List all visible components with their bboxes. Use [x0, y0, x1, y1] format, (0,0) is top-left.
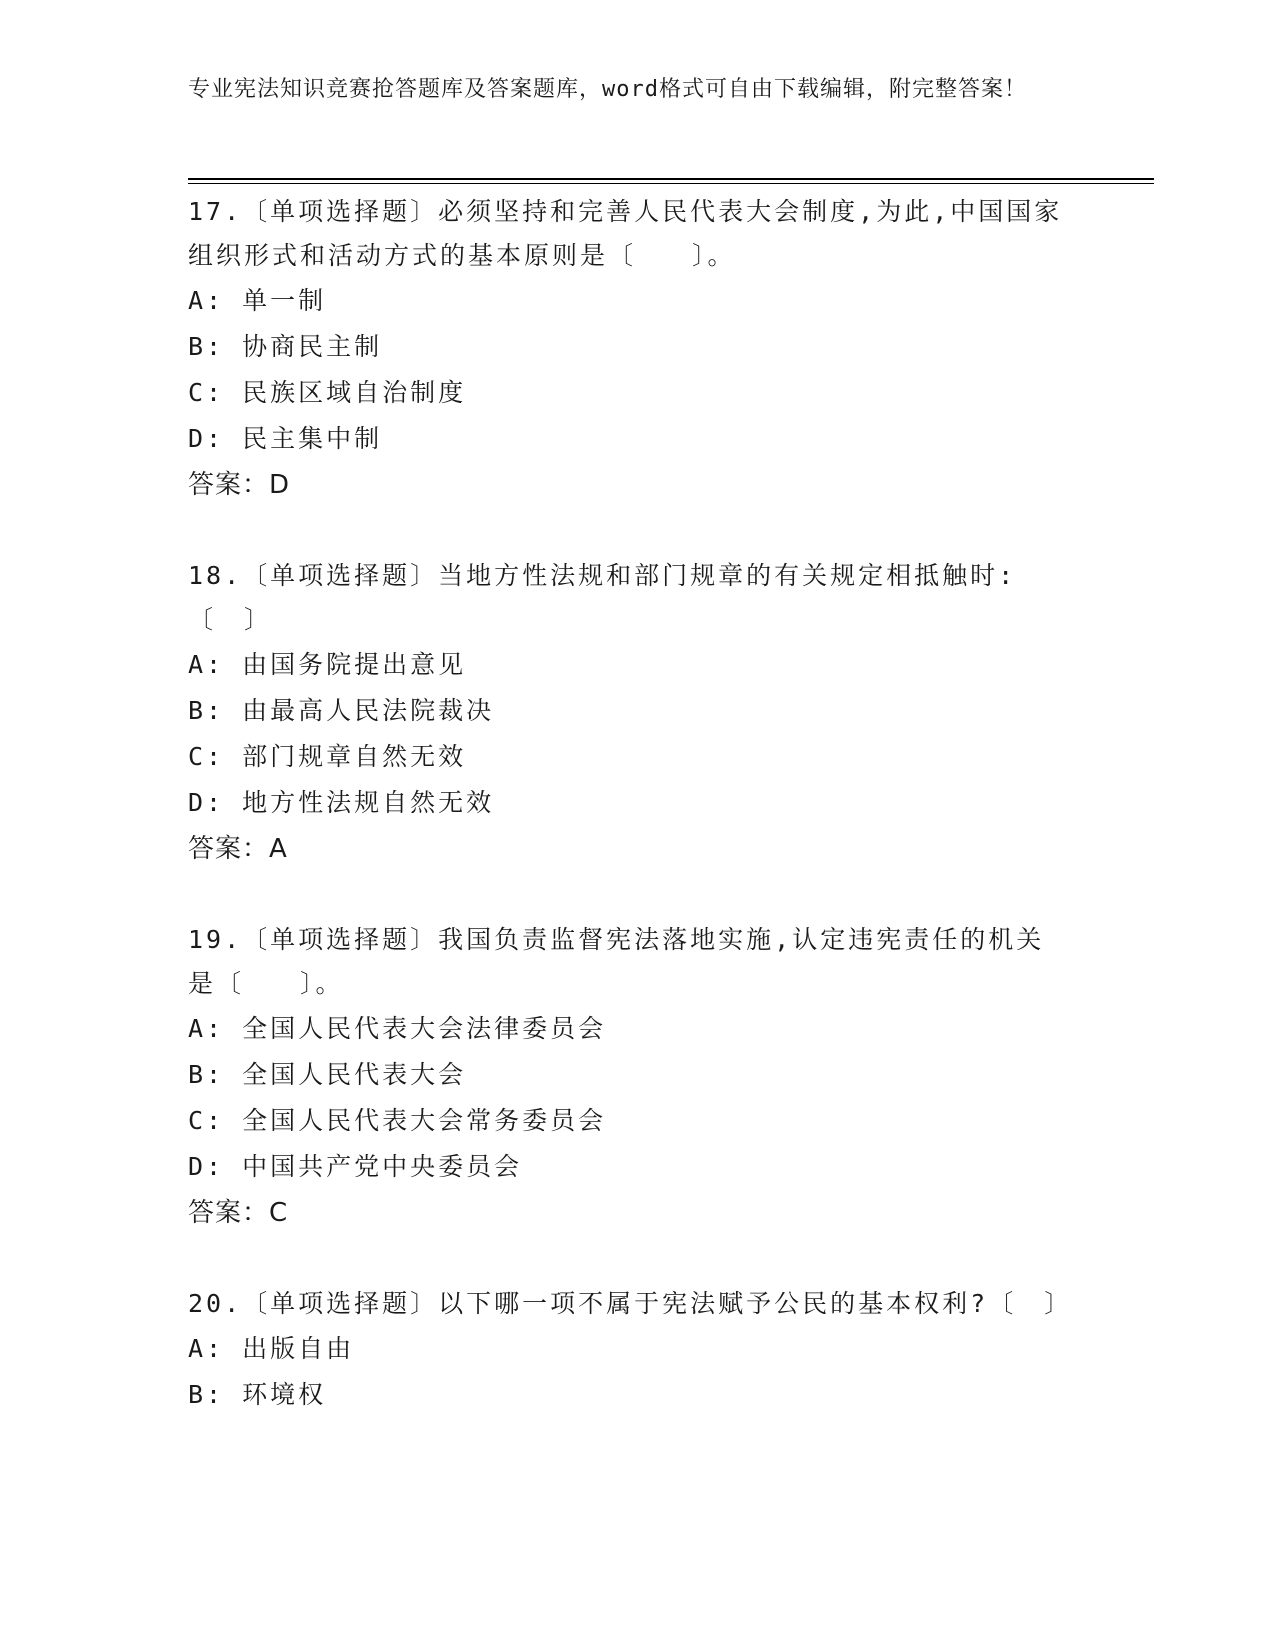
question-text: 18.〔单项选择题〕当地方性法规和部门规章的有关规定相抵触时:〔 〕 [188, 561, 1017, 634]
answer: 答案：D [188, 470, 291, 500]
question-18 [188, 554, 1068, 872]
header-divider-thick [188, 178, 1154, 180]
question-text: 20.〔单项选择题〕以下哪一项不属于宪法赋予公民的基本权利?〔 〕 [188, 1289, 1073, 1318]
option-d: D: 民主集中制 [188, 424, 383, 453]
question-20 [188, 1282, 1073, 1418]
option-b: B: 协商民主制 [188, 332, 383, 361]
option-d: D: 地方性法规自然无效 [188, 788, 495, 817]
answer: 答案：A [188, 834, 288, 864]
option-a: A: 单一制 [188, 286, 327, 315]
option-c: C: 民族区域自治制度 [188, 378, 467, 407]
question-text: 17.〔单项选择题〕必须坚持和完善人民代表大会制度,为此,中国国家组织形式和活动方式的基本原则是〔 〕。 [188, 197, 1063, 270]
answer: 答案：C [188, 1198, 289, 1228]
question-19 [188, 918, 1068, 1236]
option-a: A: 由国务院提出意见 [188, 650, 467, 679]
option-b: B: 全国人民代表大会 [188, 1060, 467, 1089]
option-c: C: 部门规章自然无效 [188, 742, 467, 771]
question-17 [188, 190, 1068, 508]
option-a: A: 全国人民代表大会法律委员会 [188, 1014, 607, 1043]
option-d: D: 中国共产党中央委员会 [188, 1152, 523, 1181]
option-c: C: 全国人民代表大会常务委员会 [188, 1106, 607, 1135]
option-b: B: 由最高人民法院裁决 [188, 696, 495, 725]
header-divider-thin [188, 183, 1154, 184]
document-header: 专业宪法知识竞赛抢答题库及答案题库，word格式可自由下载编辑，附完整答案！ [188, 77, 1027, 102]
option-a: A: 出版自由 [188, 1334, 355, 1363]
question-text: 19.〔单项选择题〕我国负责监督宪法落地实施,认定违宪责任的机关是〔 〕。 [188, 925, 1045, 998]
option-b: B: 环境权 [188, 1380, 327, 1409]
